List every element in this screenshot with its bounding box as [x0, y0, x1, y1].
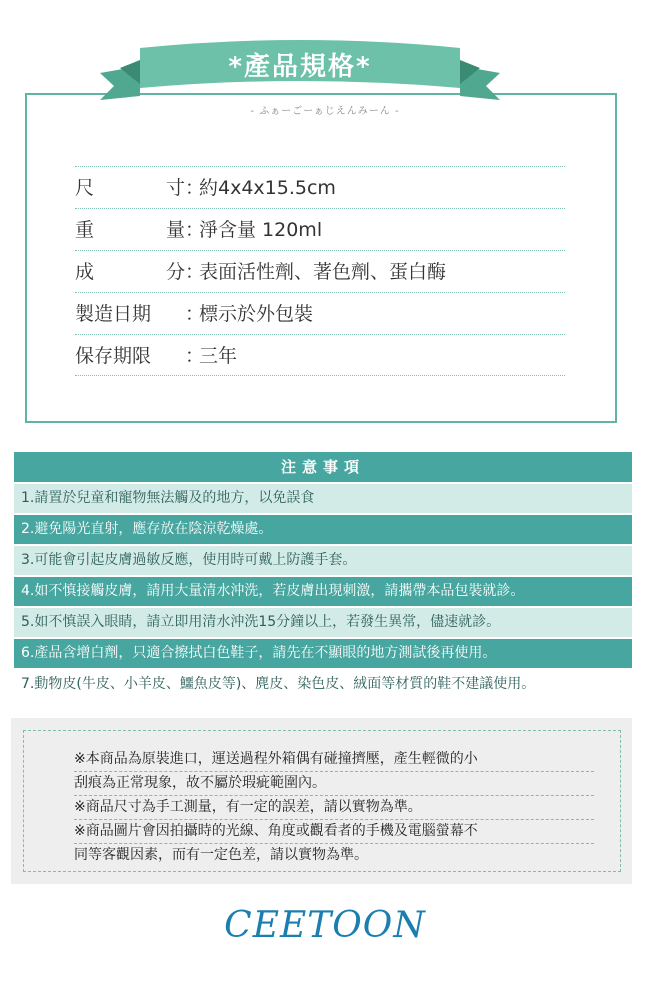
spec-value: 標示於外包裝 — [199, 303, 314, 325]
disclaimer-line: ※本商品為原裝進口，運送過程外箱偶有碰撞擠壓，產生輕微的小 — [74, 747, 594, 772]
note-item: 6.產品含增白劑，只適合擦拭白色鞋子，請先在不顯眼的地方測試後再使用。 — [14, 639, 632, 668]
disclaimer-line: 刮痕為正常現象，故不屬於瑕疵範圍內。 — [74, 771, 594, 796]
spec-value: 約4x4x15.5cm — [199, 177, 336, 199]
note-item: 3.可能會引起皮膚過敏反應，使用時可戴上防護手套。 — [14, 546, 632, 575]
spec-row-size: 尺 寸 ： 約4x4x15.5cm — [75, 166, 565, 208]
spec-row-weight: 重 量 ： 淨含量 120ml — [75, 208, 565, 250]
notes-section — [14, 452, 632, 699]
spec-row-mfg-date: 製造日期 ： 標示於外包裝 — [75, 292, 565, 334]
spec-title: *產品規格* — [228, 52, 372, 82]
disclaimer-box — [11, 718, 632, 884]
title-ribbon — [100, 38, 500, 108]
disclaimer-line: 同等客觀因素，而有一定色差，請以實物為準。 — [74, 847, 368, 863]
brand-logo: CEETOON — [224, 905, 426, 946]
spec-value: 淨含量 120ml — [199, 219, 323, 241]
disclaimer-line: ※商品尺寸為手工測量，有一定的誤差，請以實物為準。 — [74, 795, 594, 820]
note-item: 2.避免陽光直射，應存放在陰涼乾燥處。 — [14, 515, 632, 544]
disclaimer-line: ※商品圖片會因拍攝時的光線、角度或觀看者的手機及電腦螢幕不 — [74, 819, 594, 844]
notes-header: 注意事項 — [14, 452, 632, 482]
spec-value: 表面活性劑、著色劑、蛋白酶 — [199, 261, 447, 283]
spec-value: 三年 — [199, 345, 238, 367]
note-item: 5.如不慎誤入眼睛，請立即用清水沖洗15分鐘以上，若發生異常，儘速就診。 — [14, 608, 632, 637]
spec-table — [75, 166, 565, 376]
disclaimer-border — [23, 730, 621, 872]
spec-row-shelf-life: 保存期限 ： 三年 — [75, 334, 565, 376]
note-item: 4.如不慎接觸皮膚，請用大量清水沖洗，若皮膚出現刺激，請攜帶本品包裝就診。 — [14, 577, 632, 606]
spec-row-ingredients: 成 分 ： 表面活性劑、著色劑、蛋白酶 — [75, 250, 565, 292]
note-item: 1.請置於兒童和寵物無法觸及的地方，以免誤食 — [14, 484, 632, 513]
spec-subtitle: - ふぁーごーぁじえんみーん - — [250, 106, 400, 117]
note-item: 7.動物皮(牛皮、小羊皮、鱷魚皮等)、麂皮、染色皮、絨面等材質的鞋不建議使用。 — [14, 670, 632, 699]
